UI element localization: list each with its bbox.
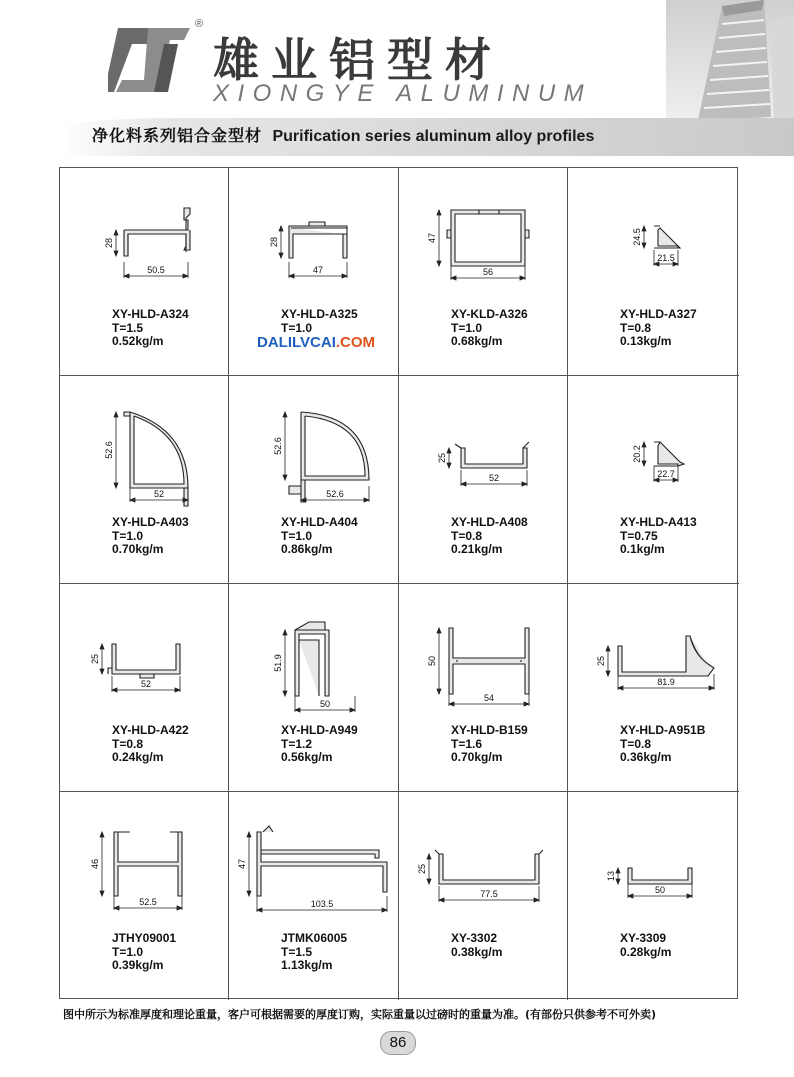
profile-code: JTHY09001 bbox=[112, 931, 177, 945]
dimension-width-label: 50 bbox=[319, 699, 331, 709]
profile-caption bbox=[620, 308, 697, 349]
profile-thickness: T=0.8 bbox=[620, 320, 652, 335]
profile-outline bbox=[128, 234, 186, 252]
dimension-height bbox=[427, 854, 431, 884]
profile-code: XY-KLD-A326 bbox=[451, 307, 528, 321]
profile-card bbox=[60, 792, 229, 1000]
dimension-height-label: 25 bbox=[90, 653, 100, 665]
profile-weight: 0.70kg/m bbox=[451, 750, 503, 764]
section-title-en: Purification series aluminum alloy profiles bbox=[272, 128, 595, 145]
profile-drawing bbox=[568, 376, 739, 516]
dimension-height-label: 50 bbox=[427, 655, 437, 667]
profile-drawing bbox=[568, 792, 739, 932]
profile-card bbox=[568, 168, 739, 376]
profile-card bbox=[60, 376, 229, 584]
page-header bbox=[0, 0, 794, 160]
profile-card bbox=[399, 792, 568, 1000]
profile-card bbox=[568, 376, 739, 584]
profile-code: XY-HLD-A324 bbox=[112, 307, 189, 321]
dimension-width-label: 22.7 bbox=[657, 469, 675, 479]
profile-code: XY-HLD-B159 bbox=[451, 723, 528, 737]
profile-outline bbox=[618, 636, 714, 676]
profile-drawing bbox=[229, 376, 399, 516]
dimension-height-label: 13 bbox=[606, 870, 616, 882]
profile-code: XY-HLD-A403 bbox=[112, 515, 189, 529]
profile-caption bbox=[112, 932, 176, 973]
profile-drawing bbox=[229, 584, 399, 724]
profile-drawing bbox=[60, 376, 229, 516]
profile-weight: 0.86kg/m bbox=[281, 542, 333, 556]
profile-weight: 0.24kg/m bbox=[112, 750, 164, 764]
dimension-height-label: 47 bbox=[427, 232, 437, 244]
profile-drawing bbox=[568, 168, 739, 308]
profile-thickness: T=1.5 bbox=[281, 944, 313, 959]
profile-outline bbox=[289, 222, 347, 258]
profile-outline bbox=[435, 850, 543, 884]
profile-caption bbox=[112, 724, 189, 765]
profile-weight: 0.36kg/m bbox=[620, 750, 672, 764]
xiongye-logo-icon bbox=[108, 22, 192, 98]
profile-drawing bbox=[60, 584, 229, 724]
dimension-width-label: 54 bbox=[483, 693, 495, 703]
profile-code: XY-HLD-A327 bbox=[620, 307, 697, 321]
profile-thickness: T=1.6 bbox=[451, 736, 483, 751]
profile-weight: 0.1kg/m bbox=[620, 542, 665, 556]
profile-weight: 1.13kg/m bbox=[281, 958, 333, 972]
profile-caption bbox=[620, 932, 671, 959]
profile-caption bbox=[281, 308, 358, 335]
profile-code: XY-HLD-A422 bbox=[112, 723, 189, 737]
profile-card bbox=[229, 584, 399, 792]
dimension-width-label: 52 bbox=[153, 489, 165, 499]
profile-card bbox=[399, 168, 568, 376]
profile-drawing bbox=[568, 584, 739, 724]
profile-drawing bbox=[229, 168, 399, 308]
profile-code: XY-HLD-A413 bbox=[620, 515, 697, 529]
profile-outline bbox=[114, 832, 182, 896]
dimension-width-label: 52.5 bbox=[139, 897, 157, 907]
profile-code: XY-HLD-A951B bbox=[620, 723, 706, 737]
profile-outline bbox=[295, 622, 329, 696]
dimension-width-label: 47 bbox=[312, 265, 324, 275]
watermark-part2: .COM bbox=[335, 334, 376, 351]
page-number: 86 bbox=[380, 1031, 416, 1055]
dimension-height bbox=[114, 230, 118, 256]
dimension-height-label: 28 bbox=[104, 237, 114, 249]
brand-name-cn: 雄业铝型材 bbox=[213, 33, 503, 87]
profile-caption bbox=[451, 516, 528, 557]
profile-outline bbox=[447, 210, 529, 266]
profile-weight: 0.68kg/m bbox=[451, 334, 503, 348]
profile-grid bbox=[59, 167, 738, 999]
dimension-height-label: 46 bbox=[90, 858, 100, 870]
profile-thickness: T=1.0 bbox=[281, 528, 313, 543]
dimension-height-label: 25 bbox=[437, 452, 447, 464]
dimension-height bbox=[100, 644, 104, 674]
dimension-width-label: 56 bbox=[482, 267, 494, 277]
profile-thickness: T=1.5 bbox=[112, 320, 144, 335]
profile-code: XY-3309 bbox=[620, 931, 667, 945]
profile-weight: 0.52kg/m bbox=[112, 334, 164, 348]
profile-drawing bbox=[399, 792, 568, 932]
dimension-height bbox=[283, 630, 287, 696]
profile-outline bbox=[257, 826, 387, 896]
profile-outline bbox=[449, 628, 529, 694]
profile-thickness: T=1.0 bbox=[451, 320, 483, 335]
profile-thickness: T=0.8 bbox=[451, 528, 483, 543]
profile-thickness: T=0.8 bbox=[112, 736, 144, 751]
dimension-height bbox=[247, 832, 251, 896]
dimension-height-label: 28 bbox=[269, 236, 279, 248]
dimension-width-label: 50 bbox=[654, 885, 666, 895]
watermark-part1: DALILVCAI bbox=[257, 334, 336, 351]
profile-weight: 0.13kg/m bbox=[620, 334, 672, 348]
dimension-height bbox=[114, 412, 118, 488]
profile-card bbox=[568, 792, 739, 1000]
profile-drawing bbox=[399, 376, 568, 516]
dimension-height-label: 51.9 bbox=[273, 654, 283, 672]
profile-thickness: T=0.75 bbox=[620, 528, 658, 543]
profile-card bbox=[60, 584, 229, 792]
profile-caption bbox=[281, 932, 347, 973]
profile-outline bbox=[654, 226, 680, 248]
dimension-width-label: 103.5 bbox=[310, 899, 334, 909]
profile-card bbox=[229, 376, 399, 584]
dimension-width-label: 21.5 bbox=[657, 253, 675, 263]
profile-code: XY-3302 bbox=[451, 931, 498, 945]
dimension-height-label: 24.5 bbox=[632, 228, 642, 246]
profile-thickness: T=0.8 bbox=[620, 736, 652, 751]
dimension-height-label: 25 bbox=[596, 655, 606, 667]
dimension-height bbox=[437, 210, 441, 266]
dimension-width-label: 50.5 bbox=[147, 265, 165, 275]
profile-outline bbox=[654, 442, 684, 466]
profile-thickness: T=1.0 bbox=[112, 944, 144, 959]
dimension-height-label: 47 bbox=[237, 858, 247, 870]
dimension-height bbox=[283, 412, 287, 480]
profile-code: JTMK06005 bbox=[281, 931, 348, 945]
dimension-width-label: 81.9 bbox=[657, 677, 675, 687]
dimension-height bbox=[100, 832, 104, 896]
section-title-cn: 净化料系列铝合金型材 bbox=[92, 126, 263, 145]
profile-card bbox=[568, 584, 739, 792]
profile-card bbox=[229, 792, 399, 1000]
profile-caption bbox=[112, 516, 189, 557]
profile-card bbox=[60, 168, 229, 376]
dimension-height bbox=[642, 442, 646, 466]
dimension-height bbox=[616, 868, 620, 884]
dimension-height bbox=[642, 226, 646, 248]
profile-code: XY-HLD-A404 bbox=[281, 515, 358, 529]
profile-caption bbox=[451, 932, 502, 959]
dimension-height bbox=[437, 628, 441, 694]
profile-card bbox=[399, 376, 568, 584]
profile-caption bbox=[281, 724, 358, 765]
profile-outline bbox=[108, 644, 180, 678]
profile-drawing bbox=[60, 792, 229, 932]
profile-thickness: T=1.0 bbox=[281, 320, 313, 335]
dimension-width-label: 52 bbox=[140, 679, 152, 689]
dimension-width-label: 52 bbox=[488, 473, 500, 483]
section-title bbox=[92, 123, 594, 146]
profile-drawing bbox=[60, 168, 229, 308]
profile-outline bbox=[124, 208, 190, 256]
profile-weight: 0.21kg/m bbox=[451, 542, 503, 556]
profile-caption bbox=[620, 724, 705, 765]
profile-code: XY-HLD-A325 bbox=[281, 307, 358, 321]
profile-weight: 0.56kg/m bbox=[281, 750, 333, 764]
profile-thickness: T=1.0 bbox=[112, 528, 144, 543]
profile-weight: 0.39kg/m bbox=[112, 958, 164, 972]
profile-drawing bbox=[399, 168, 568, 308]
profile-caption bbox=[620, 516, 697, 557]
dimension-height bbox=[606, 646, 610, 676]
profile-caption bbox=[451, 308, 528, 349]
dimension-height-label: 52.6 bbox=[104, 441, 114, 459]
profile-caption bbox=[281, 516, 358, 557]
profile-outline bbox=[628, 868, 692, 884]
dimension-height bbox=[447, 448, 451, 468]
profile-code: XY-HLD-A408 bbox=[451, 515, 528, 529]
dimension-height-label: 52.6 bbox=[273, 437, 283, 455]
profile-weight: 0.28kg/m bbox=[620, 944, 672, 959]
profile-thickness: T=1.2 bbox=[281, 736, 313, 751]
dimension-height-label: 25 bbox=[417, 863, 427, 875]
profile-caption bbox=[112, 308, 189, 349]
building-photo-icon bbox=[666, 0, 794, 130]
profile-outline bbox=[455, 442, 529, 468]
profile-drawing bbox=[229, 792, 399, 932]
footnote: 图中所示为标准厚度和理论重量，客户可根据需要的厚度订购，实际重量以过磅时的重量为准。(有部份只供参考不可外卖) bbox=[63, 1008, 657, 1021]
profile-code: XY-HLD-A949 bbox=[281, 723, 358, 737]
registered-mark: ® bbox=[195, 18, 204, 30]
profile-card bbox=[399, 584, 568, 792]
profile-weight: 0.38kg/m bbox=[451, 944, 503, 959]
dimension-height-label: 20.2 bbox=[632, 445, 642, 463]
profile-weight: 0.70kg/m bbox=[112, 542, 164, 556]
profile-caption bbox=[451, 724, 528, 765]
brand-name-en: XIONGYE ALUMINUM bbox=[213, 80, 593, 107]
dimension-width-label: 77.5 bbox=[480, 889, 498, 899]
dimension-width-label: 52.6 bbox=[326, 489, 344, 499]
profile-drawing bbox=[399, 584, 568, 724]
watermark bbox=[257, 334, 375, 351]
dimension-height bbox=[279, 226, 283, 258]
